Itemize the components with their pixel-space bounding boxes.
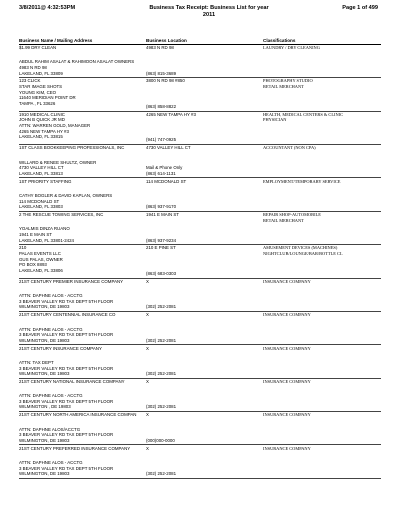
- business-name-address: [19, 179, 144, 210]
- business-name-address-line: ATTN: DAPHNE ALOS - ACCTG: [19, 326, 83, 332]
- business-classifications: [263, 179, 383, 185]
- business-location-line: (302) 252-2081: [146, 371, 177, 377]
- business-name-address-line: YOUNG KIM, CEO: [19, 89, 57, 95]
- business-name-address-line: WILMINGTON , DE 19803: [19, 404, 71, 410]
- business-name-address-line: ATTN: DAPHNE ALOS - ACCTG: [19, 393, 83, 399]
- table-row: [0, 78, 400, 111]
- business-name-address-line: PALAS EVENTS LLC: [19, 250, 61, 256]
- business-classifications-line: REPAIR SHOP-AUTOMOBILE: [263, 211, 321, 217]
- blank-line: [19, 151, 144, 160]
- business-location: [146, 212, 258, 243]
- table-row: [0, 346, 400, 379]
- business-classifications-line: INSURANCE COMPANY: [263, 445, 311, 451]
- business-location-line: 4265 NEW TAMPA HY #3: [146, 111, 196, 117]
- business-name-address-line: 11640 MERIDIAN POINT DR: [19, 95, 76, 101]
- business-name-address-line: PO BOX 8893: [19, 262, 47, 268]
- business-location-line: (863) 683-0303: [146, 270, 177, 276]
- business-name-address-line: JOHN B QUICK JR MD: [19, 117, 65, 123]
- blank-line: [19, 351, 144, 360]
- business-location-line: (863) 614-1131: [146, 170, 176, 176]
- business-name-address-line: YOALMIS DINZA RUANO: [19, 226, 70, 232]
- report-title-line2: 2011: [202, 12, 216, 18]
- business-name-address-line: 4730 VALLEY HILL CT: [19, 165, 64, 171]
- table-row: [0, 112, 400, 145]
- blank-line: [146, 218, 258, 227]
- business-name-address-line: WILMINGTON, DE 19803: [19, 471, 70, 477]
- business-classifications-line: AMUSEMENT DEVICES (MACHINES): [263, 245, 338, 251]
- business-name-address-line: 3 BEAVER VALLEY RD TAX DEPT 5TH FLOOR: [19, 332, 114, 338]
- business-name-address-line: WILLARD & RENEE SHULTZ, OWNER: [19, 159, 97, 165]
- business-location-line: (863) 858-8822: [146, 103, 177, 109]
- business-classifications: [263, 446, 383, 452]
- business-name-address-line: 3 BEAVER VALLEY RD TAX DEPT 5TH FLOOR: [19, 432, 114, 438]
- business-location-line: (302) 252-2081: [146, 304, 177, 310]
- business-name-address-line: ATTN: WARREN GOLD, MANAGER: [19, 122, 91, 128]
- business-name-address-line: CATHY BOGLER & DAVID KAPLAN, OWNERS: [19, 192, 113, 198]
- business-name-address-line: ATTN: TAX DEPT: [19, 359, 54, 365]
- business-name-address-line: 114 MCDONALD ST: [19, 198, 60, 204]
- business-name-address-line: 2 THE RESCUE TOWING SERVICES, INC: [19, 211, 104, 217]
- blank-line: [19, 385, 144, 394]
- business-location-line: 210 E PINE ST: [146, 245, 176, 251]
- business-classifications-line: INSURANCE COMPANY: [263, 312, 311, 318]
- business-name-address-line: ATTN: DAPHNE ALOS - ACCTG: [19, 460, 83, 466]
- blank-line: [146, 184, 258, 193]
- business-classifications: [263, 346, 383, 352]
- business-location-line: (863) 937-9170: [146, 204, 177, 210]
- business-classifications-line: HEALTH, MEDICAL CENTERS & CLINIC: [263, 111, 344, 117]
- business-name-address: [19, 446, 144, 477]
- business-classifications: [263, 45, 383, 51]
- business-name-address-line: 4265 NEW TAMPA HY #3: [19, 128, 69, 134]
- business-location-line: Mail & Phone Only: [146, 165, 183, 171]
- business-classifications-line: INSURANCE COMPANY: [263, 278, 311, 284]
- business-location: [146, 245, 258, 276]
- business-name-address-line: ATTN: DAPHNE ALOS/ACCTG: [19, 426, 81, 432]
- business-name-address: [19, 379, 144, 410]
- column-header-classifications: Classifications: [263, 38, 296, 43]
- business-classifications-line: NIGHTCLUB/LOUNGE/BAR/BOTTLE CL: [263, 250, 343, 256]
- business-location-line: (302) 252-2081: [146, 404, 177, 410]
- business-location-line: (863) 937-9234: [146, 237, 177, 243]
- business-name-address: [19, 312, 144, 343]
- business-location-line: 4730 VALLEY HILL CT: [146, 145, 191, 151]
- table-row: [0, 212, 400, 245]
- business-classifications-line: PHOTOGRAPHY STUDIO: [263, 78, 313, 84]
- business-name-address-line: 21ST CENTURY PREMIER INSURANCE COMPANY: [19, 278, 124, 284]
- business-name-address-line: LAKELAND, FL 33801-2424: [19, 237, 74, 243]
- business-location: [146, 312, 258, 343]
- business-name-address-line: TAMPA , FL 33626: [19, 100, 56, 106]
- business-location: [146, 412, 258, 443]
- business-classifications: [263, 145, 383, 151]
- business-name-address-line: 21ST CENTURY INSURANCE COMPANY: [19, 345, 102, 351]
- business-name-address-line: LAKELAND, FL 33809: [19, 70, 63, 76]
- business-classifications-line: INSURANCE COMPANY: [263, 378, 311, 384]
- table-row: [0, 279, 400, 312]
- business-classifications-line: RETAIL MERCHANT: [263, 217, 304, 223]
- business-name-address-line: 1ST CLASS BOOKKEEPING PROFESSIONALS, INC: [19, 145, 125, 151]
- business-name-address-line: 1941 E MAIN ST: [19, 231, 52, 237]
- blank-line: [19, 318, 144, 327]
- business-classifications: [263, 312, 383, 318]
- business-name-address-line: WILMINGTON, DE 19803: [19, 437, 70, 443]
- blank-line: [19, 418, 144, 427]
- business-classifications: [263, 245, 383, 256]
- table-row: [0, 145, 400, 178]
- business-classifications-line: LAUNDRY / DRY CLEANING: [263, 45, 320, 50]
- business-name-address: [19, 279, 144, 310]
- business-name-address-line: ATTN: DAPHNE ALOS - ACCTG: [19, 293, 83, 299]
- report-title-line1: Business Tax Receipt: Business List for year: [149, 5, 269, 11]
- business-name-address-line: 3 BEAVER VALLEY RD TAX DEPT 5TH FLOOR: [19, 365, 114, 371]
- business-classifications-line: INSURANCE COMPANY: [263, 345, 311, 351]
- business-name-address: [19, 212, 144, 243]
- blank-line: [146, 117, 258, 126]
- page-number: Page 1 of 499: [342, 5, 378, 11]
- table-row: [0, 412, 400, 445]
- business-classifications-line: INSURANCE COMPANY: [263, 412, 311, 418]
- column-header-location: Business Location: [146, 38, 187, 43]
- business-location-line: X: [146, 312, 149, 318]
- table-row: [0, 446, 400, 479]
- business-classifications: [263, 212, 383, 223]
- business-location-line: 1941 E MAIN ST: [146, 211, 179, 217]
- business-location: [146, 346, 258, 377]
- business-name-address: [19, 112, 144, 140]
- blank-line: [146, 451, 258, 460]
- business-name-address-line: WILMINGTON, DE 19803: [19, 337, 70, 343]
- business-name-address: [19, 45, 144, 76]
- business-classifications: [263, 112, 383, 123]
- table-row: [0, 312, 400, 345]
- business-location-line: 3800 N RD 98 #850: [146, 78, 185, 84]
- business-name-address-line: $1.99 DRY CLEAN: [19, 45, 57, 50]
- business-location-line: X: [146, 345, 149, 351]
- blank-line: [146, 84, 258, 93]
- business-name-address-line: 123 CLICK: [19, 78, 41, 84]
- business-location: [146, 179, 258, 210]
- blank-line: [146, 284, 258, 293]
- table-row: [0, 245, 400, 278]
- business-location: [146, 279, 258, 310]
- business-classifications-line: PHYSICIAN: [263, 117, 287, 123]
- blank-line: [146, 51, 258, 60]
- table-row: [0, 179, 400, 212]
- business-name-address-line: GUS PALAS, OWNER: [19, 256, 63, 262]
- business-name-address-line: 3 BEAVER VALLEY RD TAX DEPT 5TH FLOOR: [19, 298, 114, 304]
- business-name-address: [19, 78, 144, 106]
- business-location-line: X: [146, 412, 149, 418]
- business-location-line: 4983 N RD 98: [146, 45, 174, 50]
- blank-line: [146, 251, 258, 260]
- business-name-address-line: 3 BEAVER VALLEY RD TAX DEPT 5TH FLOOR: [19, 465, 114, 471]
- blank-line: [19, 284, 144, 293]
- business-location-line: (000)000-0000: [146, 437, 175, 443]
- business-name-address-line: 21ST CENTURY PREFERRED INSURANCE COMPANY: [19, 445, 131, 451]
- blank-line: [19, 184, 144, 193]
- business-name-address-line: LAKELAND, FL 33813: [19, 170, 63, 176]
- business-name-address: [19, 145, 144, 176]
- business-location: [146, 446, 258, 477]
- blank-line: [146, 385, 258, 394]
- blank-line: [146, 418, 258, 427]
- report-title: [146, 5, 272, 19]
- business-name-address-line: 1ST PRIORITY STAFFING: [19, 178, 72, 184]
- business-name-address-line: 21ST CENTURY NATIONAL INSURANCE COMPANY: [19, 378, 125, 384]
- business-location: [146, 379, 258, 410]
- business-classifications: [263, 279, 383, 285]
- business-list: [0, 45, 400, 479]
- business-location-line: (302) 252-2081: [146, 471, 177, 477]
- business-name-address-line: WILMINGTON, DE 19803: [19, 304, 70, 310]
- business-location-line: (863) 815-3689: [146, 70, 177, 76]
- blank-line: [19, 451, 144, 460]
- business-name-address-line: STAR IMAGE SHOTS: [19, 83, 63, 89]
- blank-line: [146, 351, 258, 360]
- business-location-line: (302) 252-2081: [146, 337, 177, 343]
- business-name-address-line: 210: [19, 245, 27, 251]
- table-row: [0, 45, 400, 78]
- blank-line: [146, 151, 258, 160]
- business-location-line: 114 MCDONALD ST: [146, 178, 187, 184]
- blank-line: [19, 218, 144, 227]
- business-classifications: [263, 379, 383, 385]
- business-name-address: [19, 412, 144, 443]
- business-name-address-line: LAKELAND, FL 33803: [19, 204, 63, 210]
- business-name-address: [19, 245, 144, 273]
- business-name-address-line: ABDUL RAHIM ASALAT & RAHIMOON ASALAT OWNERS: [19, 59, 135, 65]
- business-name-address-line: WILMINGTON, DE 19803: [19, 371, 70, 377]
- business-classifications: [263, 412, 383, 418]
- business-name-address-line: LAKELAND, FL 33815: [19, 134, 63, 140]
- column-header-name: Business Name / Mailing Address: [19, 38, 93, 43]
- business-classifications-line: ACCOUNTANT (NON CPA): [263, 145, 316, 151]
- business-name-address: [19, 346, 144, 377]
- business-name-address-line: 3 BEAVER VALLEY RD TAX DEPT 5TH FLOOR: [19, 398, 114, 404]
- business-location: [146, 112, 258, 143]
- business-location-line: X: [146, 445, 149, 451]
- business-name-address-line: 21ST CENTURY NORTH AMERICA INSURANCE COMPAN: [19, 412, 137, 418]
- business-location-line: X: [146, 278, 149, 284]
- business-classifications-line: RETAIL MERCHANT: [263, 83, 304, 89]
- table-row: [0, 379, 400, 412]
- business-name-address-line: 1910 MEDICAL CLINIC: [19, 111, 65, 117]
- business-location: [146, 45, 258, 76]
- blank-line: [146, 318, 258, 327]
- business-location: [146, 78, 258, 109]
- blank-line: [19, 51, 144, 60]
- business-name-address-line: 4983 N RD 98: [19, 64, 47, 70]
- business-location-line: (941) 747-0925: [146, 137, 177, 143]
- business-classifications: [263, 78, 383, 89]
- business-name-address-line: LAKELAND, FL 33806: [19, 267, 63, 273]
- row-separator: [19, 478, 381, 479]
- business-name-address-line: 21ST CENTURY CENTENNIAL INSURANCE CO: [19, 312, 116, 318]
- report-timestamp: 3/8/2011@ 4:32:53PM: [19, 5, 76, 11]
- business-location: [146, 145, 258, 176]
- business-classifications-line: EMPLOYMENT/TEMPORARY SERVICE: [263, 178, 341, 184]
- business-location-line: X: [146, 378, 149, 384]
